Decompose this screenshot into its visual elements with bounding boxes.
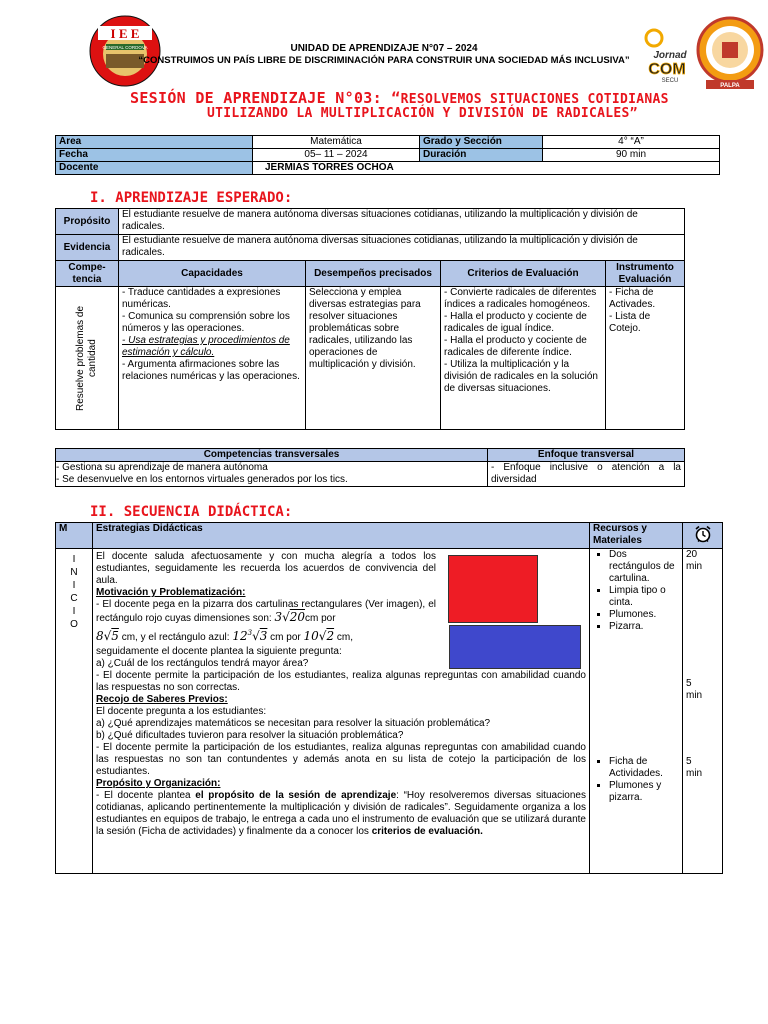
resource-item: ▪ Pizarra. — [609, 621, 679, 633]
blue-rectangle — [449, 625, 581, 669]
evidence-label: Evidencia — [56, 235, 119, 261]
resources-list-2 — [593, 756, 689, 804]
transversal-table — [55, 448, 685, 487]
heading-proposito: Propósito y Organización: — [96, 778, 221, 789]
resources-list-1 — [593, 549, 679, 633]
col-time — [683, 523, 723, 549]
teacher-label: Docente — [56, 162, 253, 175]
competence-text: Resuelve problemas de cantidad — [75, 305, 98, 411]
radical-blue-1: $12^3√3$ — [232, 629, 268, 643]
strategy-intro: El docente saluda afectuosamente y con mucha alegría a todos los estudiantes, seguidamente les recuerda los acuerdos de convivencia del aula. — [96, 551, 436, 586]
svg-text:GENERAL CORDOVA: GENERAL CORDOVA — [102, 45, 148, 50]
time-2: 5 min — [686, 678, 703, 701]
col-competencias-transversales: Competencias transversales — [56, 449, 488, 462]
sequence-table — [55, 522, 723, 874]
grade-value: 4° “A” — [543, 136, 720, 149]
col-criterios: Criterios de Evaluación — [441, 261, 606, 287]
section2-title: II. SECUENCIA DIDÁCTICA: — [90, 504, 293, 520]
heading-saberes: Recojo de Saberes Previos: — [96, 694, 228, 705]
cap-item-4: - Argumenta afirmaciones sobre las relaciones numéricas y las operaciones. — [122, 359, 300, 382]
duration-value: 90 min — [543, 149, 720, 162]
strategy-participation-1: - El docente permite la participación de los estudiantes, realiza algunas repreguntas con amabilidad cuando las respuestas no son correctas. — [96, 670, 586, 693]
strategy-motivacion: - El docente pega en la pizarra dos cartulinas rectangulares (Ver imagen), el rectángulo rojo cuyas dimensiones son: 3√20cm por — [96, 599, 436, 624]
instrumento-1: - Ficha de Activades. — [609, 287, 656, 310]
svg-text:PALPA: PALPA — [720, 83, 740, 89]
transversal-comp-2: - Se desenvuelve en los entornos virtuales generados por los tics. — [56, 474, 348, 485]
criterio-1: - Convierte radicales de diferentes índices a radicales homogéneos. — [444, 287, 597, 310]
session-title-line2: UTILIZANDO LA MULTIPLICACIÓN Y DIVISIÓN DE RADICALES” — [207, 106, 638, 121]
date-label: Fecha — [56, 149, 253, 162]
col-competencia: Compe-tencia — [56, 261, 119, 287]
grade-label: Grado y Sección — [420, 136, 543, 149]
info-table — [55, 135, 720, 175]
resource-item: ▪ Dos rectángulos de cartulina. — [609, 549, 679, 585]
col-capacidades: Capacidades — [119, 261, 306, 287]
heading-motivacion: Motivación y Problematización: — [96, 587, 246, 598]
col-estrategias: Estrategias Didácticas — [93, 523, 590, 549]
strategy-participation-2: - El docente permite la participación de los estudiantes, realiza algunas repreguntas con amabilidad cuando las respuestas no son tan contundentes y además anota en su lista de cotejo la participación de los estudiantes. — [96, 742, 586, 777]
unit-title: UNIDAD DE APRENDIZAJE N°07 – 2024 — [290, 43, 478, 54]
radical-red-2: 8√5 — [96, 629, 119, 643]
evidence-text: El estudiante resuelve de manera autónoma diversas situaciones cotidianas, utilizando la multiplicación y división de radicales. — [119, 235, 685, 261]
criterio-4: - Utiliza la multiplicación y la división de radicales en la solución de diversas situaciones. — [444, 359, 598, 394]
learning-table — [55, 208, 685, 430]
area-value: Matemática — [253, 136, 420, 149]
radical-blue-2: 10√2 — [303, 629, 335, 643]
resource-item: ▪ Plumones. — [609, 609, 679, 621]
radical-red-1: 3√20 — [274, 610, 306, 624]
col-instrumento: Instrumento Evaluación — [606, 261, 685, 287]
red-rectangle — [448, 555, 538, 623]
strategy-saberes-intro: El docente pregunta a los estudiantes: — [96, 706, 267, 717]
section1-title: I. APRENDIZAJE ESPERADO: — [90, 190, 293, 206]
instrumento-2: - Lista de Cotejo. — [609, 311, 651, 334]
strategy-motivacion-2: 8√5 cm, y el rectángulo azul: $12^3√3$ cm por 10√2 cm, — [96, 629, 353, 643]
col-recursos: Recursos y Materiales — [590, 523, 683, 549]
enfoque-text: - Enfoque inclusive o atención a la diversidad — [488, 462, 685, 487]
col-enfoque-transversal: Enfoque transversal — [488, 449, 685, 462]
criterio-2: - Halla el producto y cociente de radicales de igual índice. — [444, 311, 587, 334]
svg-text:SECU: SECU — [661, 78, 679, 84]
resource-item: ▪ Plumones y pizarra. — [609, 780, 689, 804]
resource-item: ▪ Ficha de Actividades. — [609, 756, 689, 780]
area-label: Área — [56, 136, 253, 149]
col-desempenos: Desempeños precisados — [306, 261, 441, 287]
time-1: 20 min — [686, 549, 703, 572]
slogan: “CONSTRUIMOS UN PAÍS LIBRE DE DISCRIMINACIÓN PARA CONSTRUIR UNA SOCIEDAD MÁS INCLUSIVA” — [138, 55, 630, 66]
desempeno-text: Selecciona y emplea diversas estrategias para resolver situaciones problemáticas sobre radicales, utilizando las operaciones de multiplicación y división. — [306, 287, 441, 430]
alarm-clock-icon — [694, 535, 712, 546]
purpose-text: El estudiante resuelve de manera autónoma diversas situaciones cotidianas, utilizando la multiplicación y división de radicales. — [119, 209, 685, 235]
svg-text:Jornad: Jornad — [653, 50, 687, 61]
resource-item: ▪ Limpia tipo o cinta. — [609, 585, 679, 609]
cap-item-3: - Usa estrategias y procedimientos de estimación y cálculo. — [122, 335, 290, 358]
session-title-line1: SESIÓN DE APRENDIZAJE N°03: “RESOLVEMOS SITUACIONES COTIDIANAS — [130, 89, 669, 107]
teacher-value: JERMIAS TORRES OCHOA — [253, 162, 720, 175]
svg-text:I E E: I E E — [110, 26, 140, 41]
strategy-saberes-b: b) ¿Qué dificultades tuvieron para resolver la situación problemática? — [96, 730, 404, 741]
criterio-3: - Halla el producto y cociente de radicales de diferente índice. — [444, 335, 587, 358]
col-moment: M — [56, 523, 93, 549]
moment-inicio: INICIO — [70, 554, 78, 630]
strategy-question-a: a) ¿Cuál de los rectángulos tendrá mayor área? — [96, 658, 309, 669]
cap-item-2: - Comunica su comprensión sobre los números y las operaciones. — [122, 311, 290, 334]
date-value: 05– 11 – 2024 — [253, 149, 420, 162]
duration-label: Duración — [420, 149, 543, 162]
svg-text:COM: COM — [648, 61, 686, 78]
strategy-proposito: - El docente plantea el propósito de la sesión de aprendizaje: “Hoy resolveremos diversas situaciones cotidianas, aplicando pertinentemente la multiplicación y división de radicales”. Seguidamente organiza a los estudiantes en equipos de trabajo, le entrega a cada uno el instrumento de evaluación que se utilizará durante la sesión (Ficha de actividades) y finalmente da a conocer los criterios de evaluación. — [96, 790, 586, 837]
strategy-saberes-a: a) ¿Qué aprendizajes matemáticos se necesitan para resolver la situación problemática? — [96, 718, 491, 729]
cap-item-1: - Traduce cantidades a expresiones numéricas. — [122, 287, 281, 310]
time-3: 5 min — [686, 756, 703, 779]
transversal-comp-1: - Gestiona su aprendizaje de manera autónoma — [56, 462, 268, 473]
strategy-question-intro: seguidamente el docente plantea la siguiente pregunta: — [96, 646, 342, 657]
purpose-label: Propósito — [56, 209, 119, 235]
